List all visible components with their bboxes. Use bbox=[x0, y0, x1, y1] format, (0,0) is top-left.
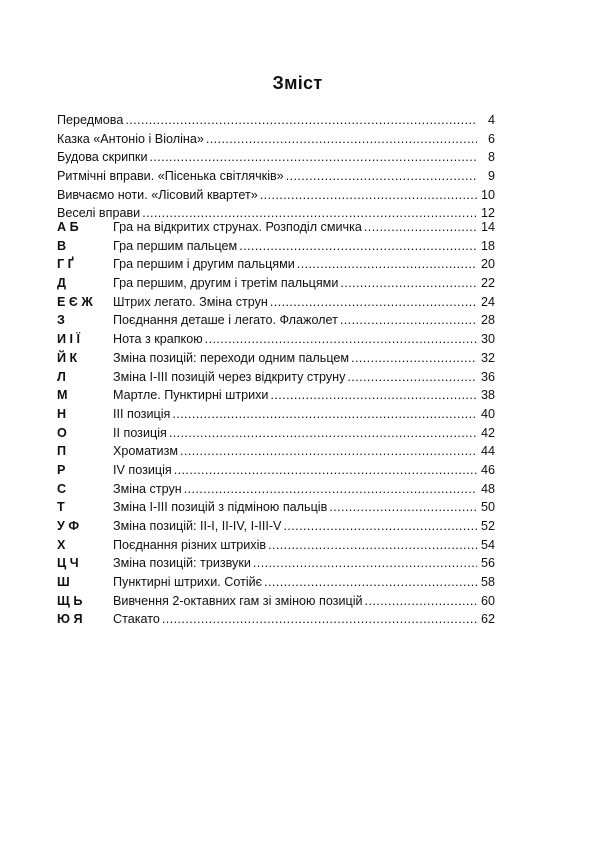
toc-entry-page-number: 30 bbox=[480, 332, 495, 347]
toc-entry-page-number: 46 bbox=[480, 462, 495, 477]
toc-entry-page-number: 60 bbox=[480, 593, 495, 608]
toc-entry bbox=[57, 330, 495, 349]
toc-entry bbox=[57, 498, 495, 517]
toc-entry-label: ІІ позиція bbox=[113, 425, 167, 440]
toc-entry-letters: Н bbox=[57, 406, 67, 421]
toc-dot-leader bbox=[205, 330, 477, 349]
toc-entry-label: Гра на відкритих струнах. Розподіл смичка bbox=[113, 220, 362, 234]
toc-dot-leader bbox=[260, 186, 477, 205]
toc-entry-letters: Е Є Ж bbox=[57, 294, 93, 309]
toc-dot-leader bbox=[180, 442, 477, 461]
toc-entry bbox=[57, 130, 495, 149]
toc-entry-page-number: 8 bbox=[487, 150, 495, 165]
toc-entry-letters: Щ Ь bbox=[57, 593, 83, 608]
toc-entry bbox=[57, 368, 495, 387]
toc-entry-label: Вивчення 2-октавних гам зі зміною позицій bbox=[113, 593, 363, 608]
toc-entry bbox=[57, 111, 495, 130]
toc-entry-label: Будова скрипки bbox=[57, 150, 148, 165]
toc-dot-leader bbox=[264, 573, 477, 592]
toc-entry-label: Хроматизм bbox=[113, 444, 179, 459]
toc-entry-page-number: 18 bbox=[480, 238, 495, 253]
toc-entry bbox=[57, 386, 495, 405]
toc-dot-leader bbox=[162, 610, 477, 629]
toc-entry bbox=[57, 536, 495, 555]
toc-entry bbox=[57, 293, 495, 312]
toc-entry-letters: Т bbox=[57, 500, 65, 515]
toc-entry-label: Пунктирні штрихи. Сотійє bbox=[113, 575, 263, 590]
toc-entry-page-number: 54 bbox=[480, 537, 495, 552]
toc-dot-leader bbox=[268, 536, 477, 555]
toc-entry-label: Гра першим, другим і третім пальцями bbox=[113, 276, 339, 291]
toc-entry-letters: З bbox=[57, 313, 65, 328]
toc-entry-label: Веселі вправи bbox=[57, 206, 141, 221]
toc-entry-letters: С bbox=[57, 481, 67, 496]
toc-entry-letters: В bbox=[57, 238, 67, 253]
toc-entry-label: ІV позиція bbox=[113, 462, 172, 477]
toc-entry-page-number: 28 bbox=[480, 313, 495, 328]
toc-entry bbox=[57, 424, 495, 443]
toc-entry-letters: О bbox=[57, 425, 67, 440]
lessons-toc-list bbox=[57, 218, 495, 629]
toc-entry bbox=[57, 573, 495, 592]
toc-entry bbox=[57, 461, 495, 480]
toc-entry-label: Передмова bbox=[57, 113, 124, 127]
toc-dot-leader bbox=[340, 311, 477, 330]
toc-entry-page-number: 36 bbox=[480, 369, 495, 384]
toc-entry bbox=[57, 592, 495, 611]
toc-entry-letters: Ц Ч bbox=[57, 556, 79, 571]
toc-dot-leader bbox=[270, 293, 477, 312]
toc-entry-label: Зміна позицій: ІІ-І, ІІ-ІV, І-ІІІ-V bbox=[113, 519, 282, 533]
toc-entry-label: Ритмічні вправи. «Пісенька світлячків» bbox=[57, 169, 284, 184]
toc-entry bbox=[57, 255, 495, 274]
toc-entry bbox=[57, 349, 495, 368]
toc-entry-label: Зміна І-ІІІ позицій через відкриту струну bbox=[113, 369, 346, 384]
toc-dot-leader bbox=[174, 461, 477, 480]
toc-entry-label: Мартле. Пунктирні штрихи bbox=[113, 388, 269, 403]
toc-entry-label: Гра першим і другим пальцями bbox=[113, 257, 295, 272]
toc-entry-page-number: 50 bbox=[480, 500, 495, 515]
toc-entry-letters: Р bbox=[57, 462, 66, 477]
toc-entry-label: ІІІ позиція bbox=[113, 406, 171, 421]
toc-dot-leader bbox=[329, 498, 477, 517]
toc-entry-page-number: 14 bbox=[480, 220, 495, 234]
toc-dot-leader bbox=[364, 218, 477, 237]
toc-entry-label: Гра першим пальцем bbox=[113, 238, 238, 253]
toc-entry-page-number: 40 bbox=[480, 406, 495, 421]
toc-entry bbox=[57, 237, 495, 256]
toc-entry bbox=[57, 442, 495, 461]
toc-entry-letters: Л bbox=[57, 369, 66, 384]
toc-entry-label: Казка «Антоніо і Віоліна» bbox=[57, 131, 204, 146]
toc-entry bbox=[57, 167, 495, 186]
toc-entry bbox=[57, 480, 495, 499]
toc-entry-page-number: 9 bbox=[487, 169, 495, 184]
toc-entry-page-number: 56 bbox=[480, 556, 495, 571]
page-title: Зміст bbox=[272, 73, 323, 93]
toc-dot-leader bbox=[206, 130, 477, 149]
toc-entry-letters: А Б bbox=[57, 220, 79, 234]
toc-entry-page-number: 12 bbox=[480, 206, 495, 221]
toc-entry-page-number: 52 bbox=[480, 519, 495, 533]
toc-dot-leader bbox=[253, 554, 477, 573]
toc-entry bbox=[57, 554, 495, 573]
toc-entry-letters: М bbox=[57, 388, 68, 403]
toc-entry-label: Зміна І-ІІІ позицій з підміною пальців bbox=[113, 500, 328, 515]
toc-entry-page-number: 24 bbox=[480, 294, 495, 309]
toc-entry-label: Поєднання деташе і легато. Флажолет bbox=[113, 313, 338, 328]
toc-entry bbox=[57, 610, 495, 629]
toc-entry-label: Вивчаємо ноти. «Лісовий квартет» bbox=[57, 187, 258, 202]
toc-entry-page-number: 38 bbox=[480, 388, 495, 403]
toc-entry-letters: Г Ґ bbox=[57, 257, 74, 272]
toc-entry-page-number: 58 bbox=[480, 575, 495, 590]
toc-entry-label: Зміна позицій: переходи одним пальцем bbox=[113, 350, 350, 365]
toc-entry-label: Зміна струн bbox=[113, 481, 182, 496]
toc-dot-leader bbox=[351, 349, 477, 368]
toc-entry bbox=[57, 311, 495, 330]
toc-entry-page-number: 20 bbox=[480, 257, 495, 272]
toc-entry-label: Поєднання різних штрихів bbox=[113, 537, 267, 552]
toc-entry-page-number: 10 bbox=[480, 187, 495, 202]
toc-entry-page-number: 6 bbox=[487, 131, 495, 146]
toc-dot-leader bbox=[283, 517, 477, 536]
toc-entry bbox=[57, 218, 495, 237]
toc-entry-page-number: 22 bbox=[480, 276, 495, 291]
toc-dot-leader bbox=[149, 148, 477, 167]
toc-dot-leader bbox=[347, 368, 477, 387]
intro-toc-list bbox=[57, 111, 495, 223]
toc-entry-letters: Д bbox=[57, 276, 66, 291]
toc-entry-page-number: 32 bbox=[480, 350, 495, 365]
toc-dot-leader bbox=[184, 480, 477, 499]
toc-entry-letters: У Ф bbox=[57, 519, 80, 533]
toc-entry-page-number: 48 bbox=[480, 481, 495, 496]
toc-dot-leader bbox=[365, 592, 477, 611]
toc-dot-leader bbox=[340, 274, 477, 293]
toc-entry-page-number: 44 bbox=[480, 444, 495, 459]
toc-entry bbox=[57, 186, 495, 205]
toc-entry-page-number: 62 bbox=[480, 612, 495, 627]
toc-dot-leader bbox=[169, 424, 477, 443]
toc-entry-label: Штрих легато. Зміна струн bbox=[113, 294, 268, 309]
toc-entry-label: Нота з крапкою bbox=[113, 332, 203, 347]
toc-entry bbox=[57, 274, 495, 293]
toc-entry-letters: Ш bbox=[57, 575, 70, 590]
toc-dot-leader bbox=[239, 237, 477, 256]
toc-entry-label: Зміна позицій: тризвуки bbox=[113, 556, 251, 571]
toc-dot-leader bbox=[172, 405, 477, 424]
toc-entry-letters: Ю Я bbox=[57, 612, 83, 627]
toc-entry-letters: И І Ї bbox=[57, 332, 81, 347]
toc-entry-letters: Х bbox=[57, 537, 66, 552]
toc-entry-page-number: 42 bbox=[480, 425, 495, 440]
toc-entry bbox=[57, 405, 495, 424]
toc-entry-letters: Й К bbox=[57, 350, 78, 365]
toc-dot-leader bbox=[286, 167, 477, 186]
toc-entry bbox=[57, 148, 495, 167]
toc-entry-page-number: 4 bbox=[487, 113, 495, 127]
toc-entry-letters: П bbox=[57, 444, 67, 459]
toc-entry-label: Стакато bbox=[113, 612, 160, 627]
toc-dot-leader bbox=[270, 386, 477, 405]
toc-entry bbox=[57, 517, 495, 536]
toc-dot-leader bbox=[297, 255, 477, 274]
toc-dot-leader bbox=[125, 111, 477, 130]
